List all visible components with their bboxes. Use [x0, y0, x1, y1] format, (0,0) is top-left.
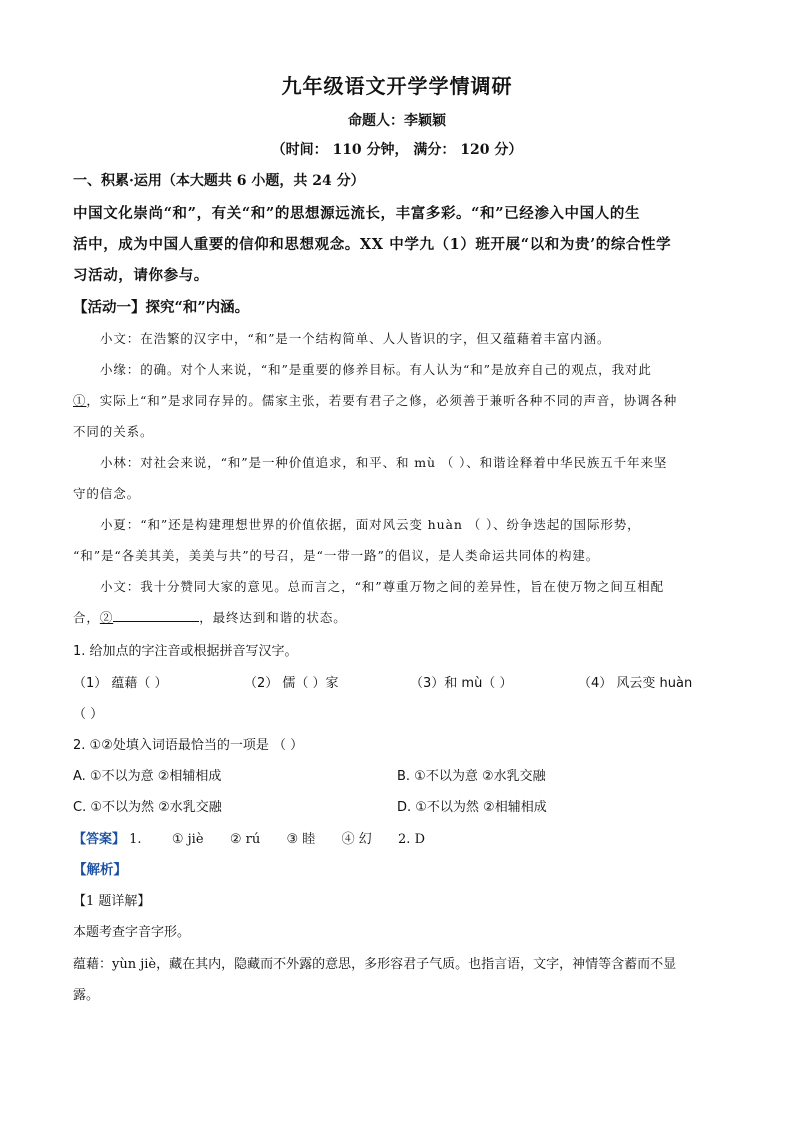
- dialog-line-1: 小文：在浩繁的汉字中，“和”是一个结构简单、人人皆识的字，但又蕴藉着丰富内涵。: [100, 331, 611, 346]
- exam-author: 命题人：李颖颖: [348, 113, 446, 129]
- answer-4: 幻: [358, 832, 372, 847]
- section-heading: 一、积累·运用（本大题共 6 小题，共 24 分）: [73, 173, 365, 189]
- option-d: D. ①不以为然 ②相辅相成: [397, 800, 547, 815]
- option-a: A. ①不以为意 ②相辅相成: [73, 769, 222, 784]
- exam-time-info: （时间： 110 分钟， 满分： 120 分）: [271, 142, 523, 158]
- dialog-line-10: [73, 608, 347, 626]
- dialog-line-7: 小夏：“和”还是构建理想世界的价值依据，面对风云变 huàn （ ）、纷争迭起的国际形势，: [100, 517, 641, 532]
- dialog-line-9: 小文：我十分赞同大家的意见。总而言之，“和”尊重万物之间的差异性，旨在使万物之间互相配: [100, 579, 664, 594]
- exam-title: 九年级语文开学学情调研: [281, 74, 513, 98]
- answer-blank: [113, 609, 199, 622]
- q1-item-4-blank: （ ）: [73, 707, 104, 722]
- dialog-line-5: 小林：对社会来说，“和”是一种价值追求，和平、和 mù （ ）、和谐诠释着中华民族五千年来坚: [100, 455, 668, 470]
- option-c: C. ①不以为然 ②水乳交融: [73, 800, 222, 815]
- analysis-line-1: 本题考查字音字形。: [73, 925, 191, 940]
- dialog-line-10-end: ，最终达到和谐的状态。: [199, 610, 347, 625]
- answer-tag: 【答案】: [73, 832, 126, 847]
- detail-tag: 【1 题详解】: [73, 894, 151, 909]
- activity-heading: 【活动一】探究“和”内涵。: [73, 299, 250, 316]
- dialog-line-3: [73, 391, 677, 409]
- q1-item-4: （4） 风云变 huàn: [578, 676, 693, 691]
- intro-line-3: 习活动，请你参与。: [73, 267, 209, 284]
- option-b: B. ①不以为意 ②水乳交融: [397, 769, 546, 784]
- answer-2-number: ②: [229, 832, 242, 847]
- intro-line-1: 中国文化崇尚“和”，有关“和”的思想源远流长，丰富多彩。“和”已经渗入中国人的生: [73, 205, 641, 222]
- dialog-line-4: 不同的关系。: [73, 424, 154, 439]
- dialog-line-8: “和”是“各美其美，美美与共”的号召，是“一带一路”的倡议，是人类命运共同体的构建。: [73, 548, 600, 563]
- dialog-line-10-start: 合，: [73, 610, 100, 625]
- blank-marker-2: ②: [99, 610, 114, 625]
- answer-4-number: ④: [341, 832, 355, 847]
- dialog-line-2: 小缘：的确。对个人来说，“和”是重要的修养目标。有人认为“和”是放弃自己的观点，我对此: [100, 362, 652, 377]
- dialog-line-3-text: ，实际上“和”是求同存异的。儒家主张，若要有君子之修，必须善于兼听各种不同的声音，协调各种: [86, 393, 678, 408]
- blank-marker-1: ①: [73, 393, 87, 408]
- answer-3: 睦: [302, 832, 316, 847]
- answer-line: [73, 828, 425, 847]
- q1-item-3: （3）和 mù（ ）: [410, 676, 513, 691]
- answer-3-number: ③: [286, 832, 299, 847]
- answer-q1-prefix: 1.: [129, 832, 142, 847]
- answer-q2: 2. D: [398, 832, 425, 847]
- intro-line-2: 活中，成为中国人重要的信仰和思想观念。XX 中学九（1）班开展“以和为贵’的综合性学: [73, 236, 672, 253]
- analysis-tag: 【解析】: [73, 862, 127, 878]
- answer-1: jiè: [187, 832, 204, 847]
- answer-2: rú: [245, 832, 261, 847]
- analysis-line-3: 露。: [73, 988, 100, 1003]
- question-1: 1. 给加点的字注音或根据拼音写汉字。: [73, 644, 298, 659]
- question-2: 2. ①②处填入词语最恰当的一项是 （ ）: [73, 738, 304, 753]
- q1-item-2: （2） 儒（ ）家: [244, 676, 339, 691]
- q1-item-1: （1） 蕴藉（ ）: [73, 676, 168, 691]
- answer-1-number: ①: [171, 832, 184, 847]
- dialog-line-6: 守的信念。: [73, 486, 141, 501]
- analysis-line-2: 蕴藉：yùn jiè，藏在其内，隐藏而不外露的意思，多形容君子气质。也指言语，文字，神情等含蓄而不显: [73, 957, 677, 972]
